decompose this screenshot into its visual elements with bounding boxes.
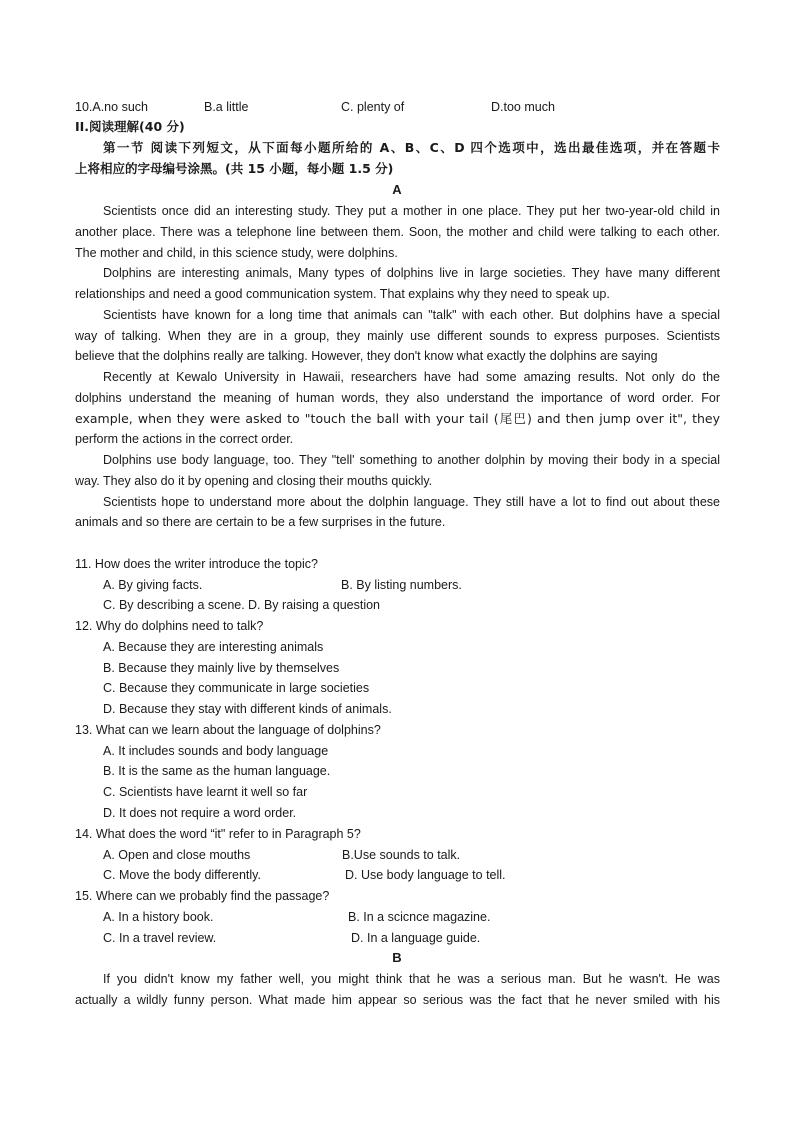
question-13-stem: 13. What can we learn about the language of dolphins? <box>75 723 381 737</box>
passage-a-line: relationships and need a good communication system. That explains why they need to speak up. <box>75 287 610 301</box>
q12-option-c: C. Because they communicate in large societies <box>103 681 370 695</box>
passage-a-line: Scientists once did an interesting study. They put a mother in one place. They put her two-year-old child in <box>103 204 720 218</box>
q14-option-c: C. Move the body differently. <box>103 868 261 882</box>
passage-a-line: Dolphins are interesting animals, Many types of dolphins live in large societies. They have many different <box>103 266 720 280</box>
passage-a-line: example, when they were asked to "touch the ball with your tail (尾巴) and then jump over it", they <box>75 411 720 426</box>
passage-a-line: way. They also do it by opening and closing their mouths quickly. <box>75 474 433 488</box>
q15-option-b: B. In a scicnce magazine. <box>348 910 491 924</box>
passage-a-line: Recently at Kewalo University in Hawaii, researchers have had some amazing results. Not only do the <box>103 370 720 384</box>
q13-option-d: D. It does not require a word order. <box>103 806 297 820</box>
passage-a-line: believe that the dolphins really are talking. However, they don't know what exactly the dolphins are saying <box>75 349 658 363</box>
instruction-line-2: 上将相应的字母编号涂黑。(共 15 小题，每小题 1.5 分) <box>75 161 394 176</box>
q10-option-c: C. plenty of <box>341 100 405 114</box>
passage-a-line: animals and so there are certain to be a few surprises in the future. <box>75 515 446 529</box>
passage-b-label: B <box>392 950 402 965</box>
q15-option-c: C. In a travel review. <box>103 931 217 945</box>
q12-option-d: D. Because they stay with different kinds of animals. <box>103 702 392 716</box>
passage-a-line: perform the actions in the correct order. <box>75 432 294 446</box>
q11-option-b: B. By listing numbers. <box>341 578 462 592</box>
question-15-stem: 15. Where can we probably find the passage? <box>75 889 330 903</box>
question-12-stem: 12. Why do dolphins need to talk? <box>75 619 264 633</box>
question-14-stem: 14. What does the word “it" refer to in Paragraph 5? <box>75 827 361 841</box>
passage-a-line: The mother and child, in this science study, were dolphins. <box>75 246 398 260</box>
passage-a-line: Dolphins use body language, too. They "tell' something to another dolphin by moving their body in a special <box>103 453 720 467</box>
q14-option-a: A. Open and close mouths <box>103 848 251 862</box>
passage-a-line: way of talking. When they are in a group, they mainly use different sounds to express purposes. Scientists <box>75 329 720 343</box>
passage-b-line: If you didn't know my father well, you might think that he was a serious man. But he wasn't. He was <box>103 972 720 986</box>
q13-option-a: A. It includes sounds and body language <box>103 744 329 758</box>
passage-a-label: A <box>392 182 402 197</box>
q13-option-b: B. It is the same as the human language. <box>103 764 331 778</box>
instruction-line-1: 第一节 阅读下列短文，从下面每小题所给的 A、B、C、D 四个选项中，选出最佳选项，并在答题卡 <box>103 140 720 155</box>
q10-option-b: B.a little <box>204 100 249 114</box>
q11-option-c: C. By describing a scene. <box>103 598 245 612</box>
question-11-stem: 11. How does the writer introduce the topic? <box>75 557 318 571</box>
q12-option-a: A. Because they are interesting animals <box>103 640 324 654</box>
passage-b-line: actually a wildly funny person. What made him appear so serious was the fact that he never smiled with his <box>75 993 720 1007</box>
q14-option-d: D. Use body language to tell. <box>345 868 506 882</box>
q13-option-c: C. Scientists have learnt it well so far <box>103 785 308 799</box>
q15-option-a: A. In a history book. <box>103 910 214 924</box>
passage-a-line: dolphins understand the meaning of human words, they also understand the importance of word order. For <box>75 391 720 405</box>
passage-a-line: Scientists have known for a long time that animals can "talk" with each other. But dolphins have a special <box>103 308 720 322</box>
q11-option-d: D. By raising a question <box>248 598 381 612</box>
q10-option-d: D.too much <box>491 100 555 114</box>
section-title: II.阅读理解(40 分) <box>75 119 185 134</box>
q12-option-b: B. Because they mainly live by themselves <box>103 661 340 675</box>
passage-a-line: Scientists hope to understand more about the dolphin language. They still have a lot to find out about these <box>103 495 720 509</box>
q15-option-d: D. In a language guide. <box>351 931 481 945</box>
q14-option-b: B.Use sounds to talk. <box>342 848 461 862</box>
q10-option-a: 10.A.no such <box>75 100 148 114</box>
q11-option-a: A. By giving facts. <box>103 578 203 592</box>
passage-a-line: another place. There was a telephone line between them. Soon, the mother and child were talking to each other. <box>75 225 720 239</box>
